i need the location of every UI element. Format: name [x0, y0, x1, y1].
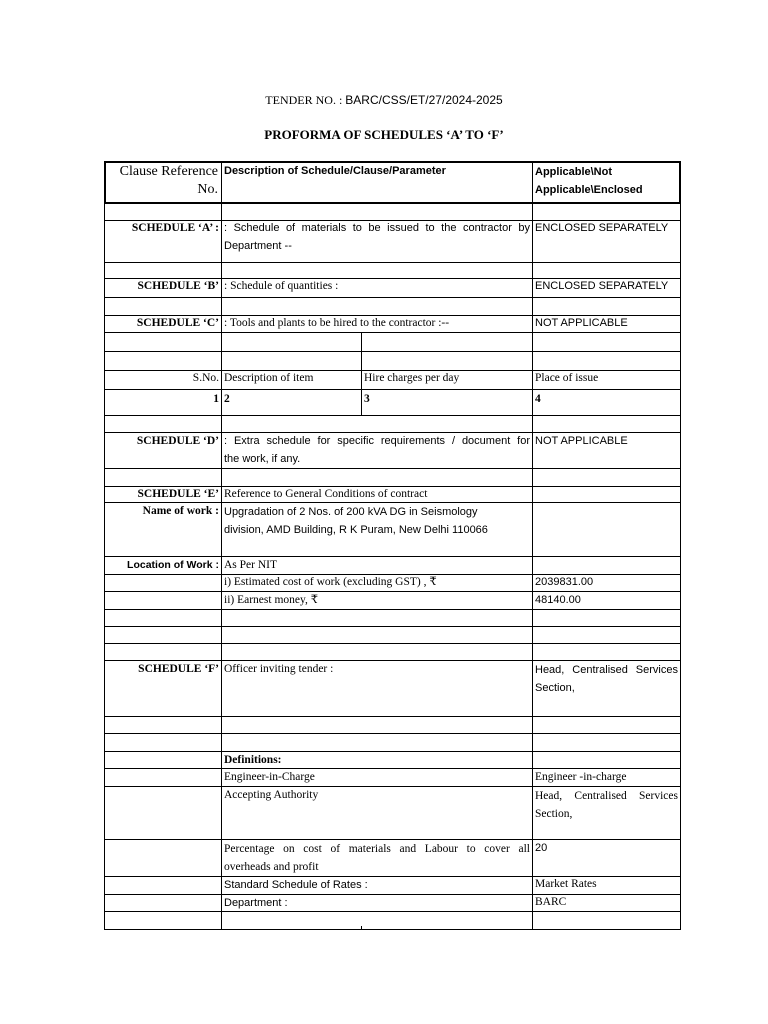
schedule-a-desc-line1: : Schedule of materials to be issued to the contractor by	[224, 222, 530, 234]
percentage-value: 20	[535, 842, 548, 854]
tender-number-line	[0, 93, 768, 108]
schedule-d-status: NOT APPLICABLE	[535, 435, 628, 447]
schedule-a-status: ENCLOSED SEPARATELY	[535, 222, 669, 234]
num-1: 1	[213, 393, 219, 405]
officer-inviting-label: Officer inviting tender :	[224, 663, 334, 675]
engineer-in-charge-value: Engineer -in-charge	[535, 771, 627, 783]
schedule-e-desc: Reference to General Conditions of contract	[224, 488, 428, 500]
schedule-c-status: NOT APPLICABLE	[535, 317, 628, 329]
schedule-b-label: SCHEDULE ‘B’	[137, 280, 219, 292]
name-of-work-value: Upgradation of 2 Nos. of 200 kVA DG in Seismology division, AMD Building, R K Puram, New Delhi 110066	[224, 506, 488, 536]
schedule-b-status: ENCLOSED SEPARATELY	[535, 280, 669, 292]
accepting-authority-value: Head, Centralised Services Section,	[535, 790, 678, 820]
name-of-work-label: Name of work :	[142, 505, 219, 517]
col-hire-charges: Hire charges per day	[364, 372, 460, 384]
schedule-d-desc-line2: the work, if any.	[224, 453, 301, 465]
schedule-e-label: SCHEDULE ‘E’	[137, 488, 219, 500]
schedule-a-label: SCHEDULE ‘A’ :	[131, 222, 219, 234]
department-label: Department :	[224, 897, 288, 909]
percentage-label: Percentage on cost of materials and Labour to cover all overheads and profit	[224, 843, 530, 873]
schedule-b-desc: : Schedule of quantities :	[224, 280, 339, 292]
estimated-cost-value: 2039831.00	[535, 576, 594, 588]
department-value: BARC	[535, 896, 567, 908]
col-place-of-issue: Place of issue	[535, 372, 599, 384]
schedule-a-desc-line2: Department --	[224, 240, 292, 252]
officer-inviting-value: Head, Centralised Services Section,	[535, 664, 678, 694]
location-label: Location of Work :	[127, 559, 219, 571]
earnest-money-label: ii) Earnest money, ₹	[224, 594, 319, 606]
num-2: 2	[224, 393, 230, 405]
engineer-in-charge-label: Engineer-in-Charge	[224, 771, 315, 783]
tender-label: TENDER NO. :	[265, 93, 346, 107]
accepting-authority-label: Accepting Authority	[224, 789, 319, 801]
col-description: Description of item	[224, 372, 314, 384]
col-sno: S.No.	[192, 372, 219, 384]
num-4: 4	[535, 393, 541, 405]
location-value: As Per NIT	[224, 559, 278, 571]
page-title: PROFORMA OF SCHEDULES ‘A’ TO ‘F’	[264, 127, 504, 142]
definitions-heading: Definitions:	[224, 754, 282, 766]
num-3: 3	[364, 393, 370, 405]
ssr-label: Standard Schedule of Rates :	[224, 879, 368, 891]
estimated-cost-label: i) Estimated cost of work (excluding GST) , ₹	[224, 576, 437, 588]
schedule-d-desc-line1: : Extra schedule for specific requirements / document for	[224, 435, 530, 447]
ssr-value: Market Rates	[535, 878, 597, 890]
earnest-money-value: 48140.00	[535, 594, 581, 606]
header-clause-reference: Clause Reference No.	[119, 164, 218, 197]
tender-number: BARC/CSS/ET/27/2024-2025	[345, 93, 503, 107]
schedule-f-label: SCHEDULE ‘F’	[138, 663, 219, 675]
schedule-d-label: SCHEDULE ‘D’	[136, 435, 219, 447]
schedule-c-desc: : Tools and plants to be hired to the contractor :--	[224, 317, 450, 329]
schedule-c-label: SCHEDULE ‘C’	[136, 317, 219, 329]
header-applicable: Applicable\Not Applicable\Enclosed	[535, 166, 643, 196]
header-description: Description of Schedule/Clause/Parameter	[224, 165, 446, 177]
